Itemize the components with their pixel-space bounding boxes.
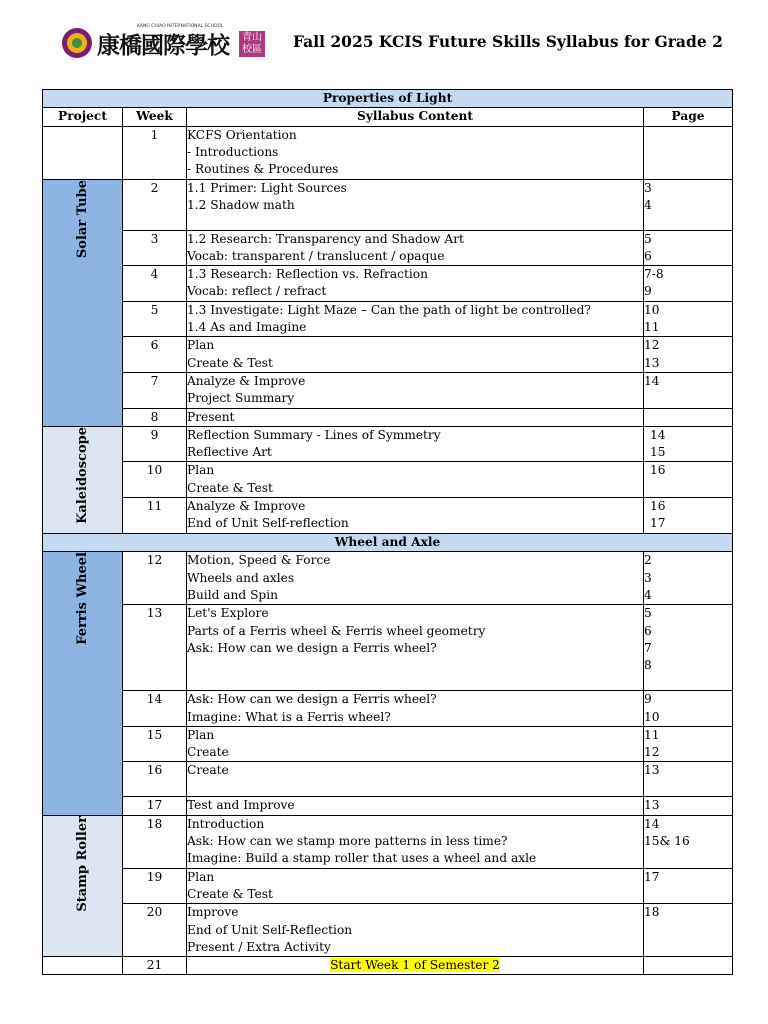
table-row bbox=[43, 726, 733, 762]
page-cell: 13 bbox=[644, 762, 733, 797]
content-cell bbox=[187, 957, 644, 975]
project-cell-empty bbox=[43, 957, 123, 975]
column-header-page: Page bbox=[644, 108, 733, 126]
week-cell: 10 bbox=[123, 462, 187, 498]
table-row bbox=[43, 868, 733, 904]
week-cell: 3 bbox=[123, 230, 187, 266]
week-cell: 16 bbox=[123, 762, 187, 797]
section-title: Properties of Light bbox=[43, 90, 733, 108]
content-cell: Present bbox=[187, 408, 644, 426]
content-cell: Analyze & Improve End of Unit Self-reflection bbox=[187, 498, 644, 534]
week-cell: 21 bbox=[123, 957, 187, 975]
content-cell: Improve End of Unit Self-Reflection Present / Extra Activity bbox=[187, 904, 644, 957]
page-cell: 11 12 bbox=[644, 726, 733, 762]
page-cell: 14 15& 16 bbox=[644, 815, 733, 868]
table-row bbox=[43, 904, 733, 957]
project-cell-stamp-roller bbox=[43, 815, 123, 956]
campus-badge: 青山 校區 bbox=[239, 31, 265, 57]
project-cell-solar-tube bbox=[43, 179, 123, 426]
content-cell: Plan Create & Test bbox=[187, 868, 644, 904]
page-cell: 5 6 7 8 bbox=[644, 605, 733, 691]
content-cell: Introduction Ask: How can we stamp more patterns in less time? Imagine: Build a stamp roller that uses a wheel and axle bbox=[187, 815, 644, 868]
section-title: Wheel and Axle bbox=[43, 534, 733, 552]
table-row bbox=[43, 426, 733, 462]
table-row bbox=[43, 815, 733, 868]
week-cell: 4 bbox=[123, 266, 187, 302]
content-cell: Plan Create bbox=[187, 726, 644, 762]
page-cell: 3 4 bbox=[644, 179, 733, 230]
page-cell: 14 bbox=[644, 372, 733, 408]
page-cell: 2 3 4 bbox=[644, 552, 733, 605]
page-cell: 12 13 bbox=[644, 337, 733, 373]
week-cell: 7 bbox=[123, 372, 187, 408]
table-row bbox=[43, 372, 733, 408]
column-header-row bbox=[43, 108, 733, 126]
project-label: Kaleidoscope bbox=[74, 426, 90, 524]
page-cell: 17 bbox=[644, 868, 733, 904]
week-cell: 20 bbox=[123, 904, 187, 957]
content-cell: 1.2 Research: Transparency and Shadow Art Vocab: transparent / translucent / opaque bbox=[187, 230, 644, 266]
project-cell-ferris-wheel bbox=[43, 552, 123, 815]
table-row bbox=[43, 957, 733, 975]
table-row bbox=[43, 126, 733, 179]
table-row bbox=[43, 552, 733, 605]
school-seal-icon bbox=[62, 28, 92, 58]
week-cell: 17 bbox=[123, 797, 187, 815]
table-row bbox=[43, 230, 733, 266]
week-cell: 8 bbox=[123, 408, 187, 426]
week-cell: 19 bbox=[123, 868, 187, 904]
content-cell: Test and Improve bbox=[187, 797, 644, 815]
school-name-chinese: 康橋國際學校 bbox=[97, 33, 229, 59]
syllabus-table bbox=[42, 89, 733, 975]
project-cell-empty bbox=[43, 126, 123, 179]
page-cell: 18 bbox=[644, 904, 733, 957]
column-header-content: Syllabus Content bbox=[187, 108, 644, 126]
table-row bbox=[43, 691, 733, 727]
page-cell: 7-8 9 bbox=[644, 266, 733, 302]
table-row bbox=[43, 762, 733, 797]
content-cell: Plan Create & Test bbox=[187, 462, 644, 498]
content-cell: Plan Create & Test bbox=[187, 337, 644, 373]
content-cell: Motion, Speed & Force Wheels and axles Build and Spin bbox=[187, 552, 644, 605]
table-row bbox=[43, 605, 733, 691]
content-cell: KCFS Orientation - Introductions - Routines & Procedures bbox=[187, 126, 644, 179]
content-cell: Reflection Summary - Lines of Symmetry Reflective Art bbox=[187, 426, 644, 462]
week-cell: 11 bbox=[123, 498, 187, 534]
page-cell: 14 15 bbox=[644, 426, 733, 462]
week-cell: 6 bbox=[123, 337, 187, 373]
highlighted-note: Start Week 1 of Semester 2 bbox=[330, 958, 500, 973]
page-cell bbox=[644, 408, 733, 426]
page-cell: 16 17 bbox=[644, 498, 733, 534]
week-cell: 5 bbox=[123, 301, 187, 337]
page-cell: 10 11 bbox=[644, 301, 733, 337]
content-cell: 1.3 Research: Reflection vs. Refraction Vocab: reflect / refract bbox=[187, 266, 644, 302]
page-cell: 16 bbox=[644, 462, 733, 498]
week-cell: 18 bbox=[123, 815, 187, 868]
school-name-english: KANG CHIAO INTERNATIONAL SCHOOL bbox=[137, 24, 224, 29]
content-cell: 1.3 Investigate: Light Maze – Can the path of light be controlled? 1.4 As and Imagine bbox=[187, 301, 644, 337]
week-cell: 9 bbox=[123, 426, 187, 462]
week-cell: 13 bbox=[123, 605, 187, 691]
column-header-project: Project bbox=[43, 108, 123, 126]
table-row bbox=[43, 797, 733, 815]
section-header-row bbox=[43, 90, 733, 108]
table-row bbox=[43, 337, 733, 373]
week-cell: 15 bbox=[123, 726, 187, 762]
page-cell: 5 6 bbox=[644, 230, 733, 266]
column-header-week: Week bbox=[123, 108, 187, 126]
table-row bbox=[43, 301, 733, 337]
content-cell: Analyze & Improve Project Summary bbox=[187, 372, 644, 408]
table-row bbox=[43, 498, 733, 534]
table-row bbox=[43, 462, 733, 498]
page-cell: 9 10 bbox=[644, 691, 733, 727]
week-cell: 12 bbox=[123, 552, 187, 605]
school-logo bbox=[62, 24, 229, 60]
content-cell: Let's Explore Parts of a Ferris wheel & Ferris wheel geometry Ask: How can we design a Ferris wheel? bbox=[187, 605, 644, 691]
table-row bbox=[43, 266, 733, 302]
project-label: Stamp Roller bbox=[74, 815, 90, 912]
content-cell: 1.1 Primer: Light Sources 1.2 Shadow math bbox=[187, 179, 644, 230]
page-cell: 13 bbox=[644, 797, 733, 815]
section-header-row bbox=[43, 534, 733, 552]
week-cell: 14 bbox=[123, 691, 187, 727]
week-cell: 1 bbox=[123, 126, 187, 179]
table-row bbox=[43, 408, 733, 426]
content-cell: Create bbox=[187, 762, 644, 797]
content-cell: Ask: How can we design a Ferris wheel? Imagine: What is a Ferris wheel? bbox=[187, 691, 644, 727]
project-label: Ferris Wheel bbox=[74, 552, 90, 646]
project-cell-kaleidoscope bbox=[43, 426, 123, 533]
document-title: Fall 2025 KCIS Future Skills Syllabus for Grade 2 bbox=[293, 32, 723, 51]
page-cell bbox=[644, 957, 733, 975]
page-header bbox=[62, 26, 742, 60]
project-label: Solar Tube bbox=[74, 179, 90, 258]
page-cell bbox=[644, 126, 733, 179]
table-row bbox=[43, 179, 733, 230]
week-cell: 2 bbox=[123, 179, 187, 230]
